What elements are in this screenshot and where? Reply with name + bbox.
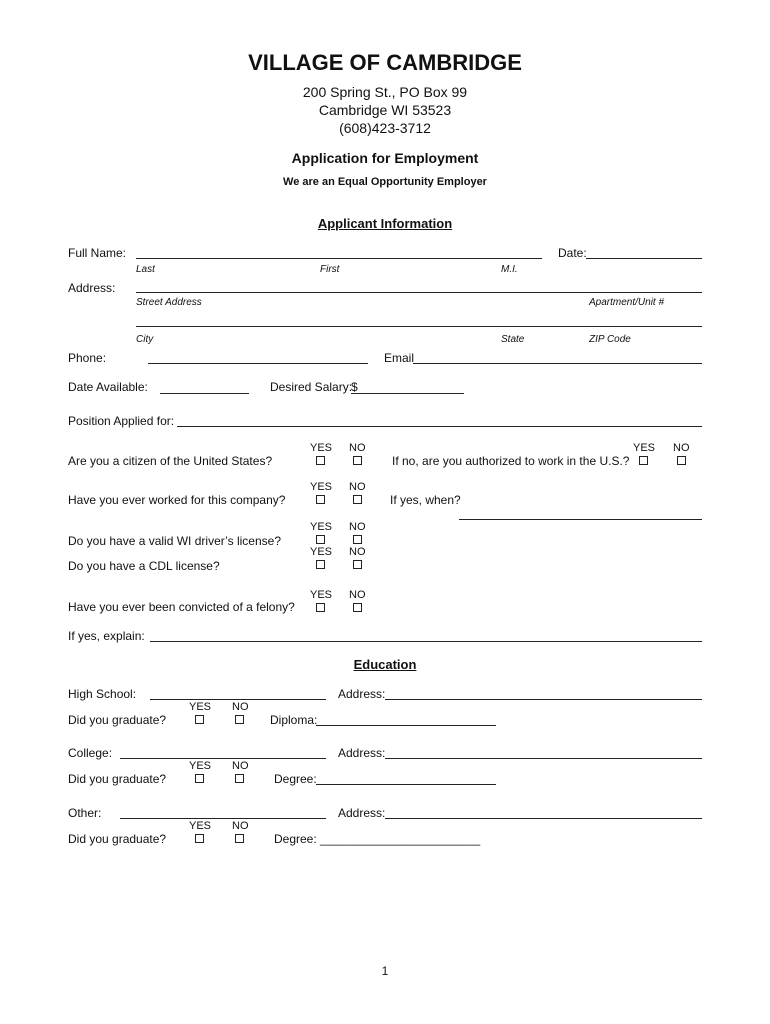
state-caption: State [501,334,525,345]
college-address-field[interactable] [385,758,702,759]
college-degree-label: Degree: [274,772,317,786]
authorized-yes-checkbox[interactable] [639,456,648,465]
other-no-label: NO [232,820,249,832]
other-graduate-question: Did you graduate? [68,832,167,846]
hs-graduate-question: Did you graduate? [68,713,167,727]
felony-yes-checkbox[interactable] [316,603,325,612]
date-available-field[interactable] [160,393,249,394]
email-field[interactable] [413,363,702,364]
other-address-field[interactable] [385,818,702,819]
full-name-field[interactable] [136,258,542,259]
explain-label: If yes, explain: [68,629,145,643]
worked-no-label: NO [349,481,366,493]
full-name-label: Full Name: [68,246,127,260]
felony-question: Have you ever been convicted of a felony? [68,600,295,614]
hs-yes-label: YES [189,701,212,713]
cdl-yes-checkbox[interactable] [316,560,325,569]
felony-no-checkbox[interactable] [353,603,362,612]
explain-field[interactable] [150,641,702,642]
zip-caption: ZIP Code [589,334,631,345]
eoe-statement: We are an Equal Opportunity Employer [283,176,487,188]
date-available-label: Date Available: [68,380,148,394]
worked-before-question: Have you ever worked for this company? [68,493,286,507]
citizen-no-label: NO [349,442,366,454]
felony-no-label: NO [349,589,366,601]
other-field[interactable] [120,818,326,819]
license-no-checkbox[interactable] [353,535,362,544]
org-address-line1: 200 Spring St., PO Box 99 [302,84,468,100]
wi-license-question: Do you have a valid WI driver’s license? [68,534,281,548]
position-field[interactable] [177,426,702,427]
diploma-label: Diploma: [270,713,318,727]
address-label: Address: [68,281,116,295]
apartment-caption: Apartment/Unit # [589,297,665,308]
authorized-no-checkbox[interactable] [677,456,686,465]
authorized-yes-label: YES [633,442,656,454]
college-label: College: [68,746,113,760]
citizen-no-checkbox[interactable] [353,456,362,465]
first-name-caption: First [320,264,340,275]
worked-yes-checkbox[interactable] [316,495,325,504]
hs-no-label: NO [232,701,249,713]
phone-field[interactable] [148,363,368,364]
city-state-zip-field[interactable] [136,326,702,327]
high-school-field[interactable] [150,699,326,700]
citizen-yes-label: YES [310,442,333,454]
college-address-label: Address: [338,746,386,760]
college-yes-label: YES [189,760,212,772]
applicant-section-title: Applicant Information [317,216,453,231]
desired-salary-field[interactable] [351,393,464,394]
cdl-no-checkbox[interactable] [353,560,362,569]
diploma-field[interactable] [316,725,496,726]
middle-initial-caption: M.I. [501,264,518,275]
high-school-address-field[interactable] [385,699,702,700]
high-school-label: High School: [68,687,137,701]
org-title: VILLAGE OF CAMBRIDGE [248,50,522,75]
email-label: Email [384,351,415,365]
college-no-checkbox[interactable] [235,774,244,783]
date-label: Date: [558,246,587,260]
college-graduate-question: Did you graduate? [68,772,167,786]
cdl-no-label: NO [349,546,366,558]
college-yes-checkbox[interactable] [195,774,204,783]
if-yes-when-field[interactable] [459,519,702,520]
citizen-yes-checkbox[interactable] [316,456,325,465]
high-school-address-label: Address: [338,687,386,701]
org-phone: (608)423-3712 [339,120,431,136]
org-address-line2: Cambridge WI 53523 [318,102,452,118]
hs-yes-checkbox[interactable] [195,715,204,724]
date-field[interactable] [586,258,702,259]
worked-yes-label: YES [310,481,333,493]
other-yes-checkbox[interactable] [195,834,204,843]
license-yes-checkbox[interactable] [316,535,325,544]
hs-no-checkbox[interactable] [235,715,244,724]
salary-dollar-sign: $ [351,380,358,394]
worked-no-checkbox[interactable] [353,495,362,504]
page-number: 1 [381,964,389,978]
position-label: Position Applied for: [68,414,175,428]
other-yes-label: YES [189,820,212,832]
other-degree-field[interactable]: Degree: ________________________ [274,832,481,846]
phone-label: Phone: [68,351,107,365]
desired-salary-label: Desired Salary: [270,380,353,394]
college-no-label: NO [232,760,249,772]
cdl-yes-label: YES [310,546,333,558]
authorized-no-label: NO [673,442,690,454]
other-label: Other: [68,806,102,820]
license-yes-label: YES [310,521,333,533]
license-no-label: NO [349,521,366,533]
street-address-caption: Street Address [136,297,202,308]
felony-yes-label: YES [310,589,333,601]
last-name-caption: Last [136,264,155,275]
citizen-question: Are you a citizen of the United States? [68,454,273,468]
cdl-question: Do you have a CDL license? [68,559,220,573]
college-degree-field[interactable] [316,784,496,785]
authorized-question: If no, are you authorized to work in the U.S.? [392,454,630,468]
education-section-title: Education [353,657,417,672]
college-field[interactable] [120,758,326,759]
street-address-field[interactable] [136,292,702,293]
city-caption: City [136,334,154,345]
form-title: Application for Employment [291,150,479,166]
other-address-label: Address: [338,806,386,820]
other-no-checkbox[interactable] [235,834,244,843]
if-yes-when-label: If yes, when? [390,493,461,507]
